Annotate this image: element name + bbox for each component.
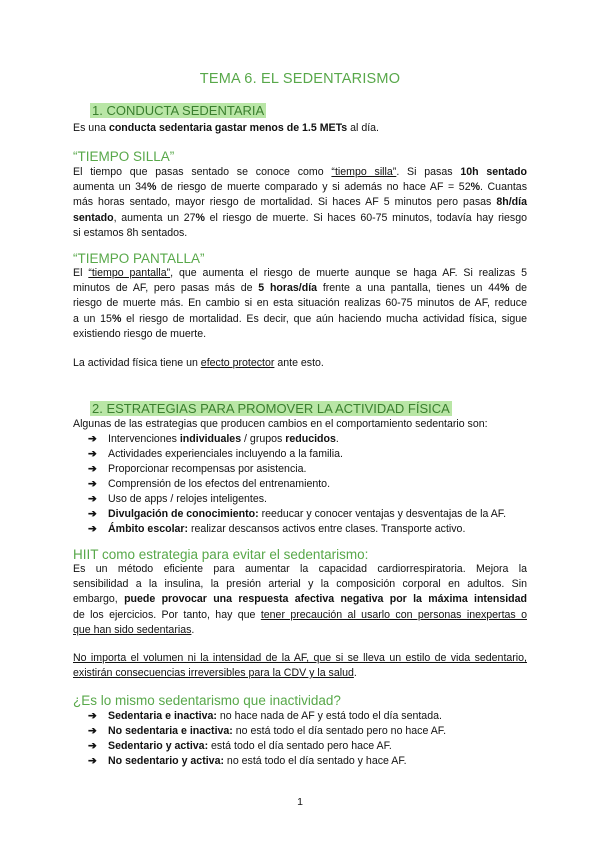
arrow-icon: ➔	[88, 493, 97, 505]
arrow-icon: ➔	[88, 755, 97, 767]
heading-tiempo-pantalla: “TIEMPO PANTALLA”	[73, 251, 205, 266]
arrow-icon: ➔	[88, 508, 97, 520]
section-heading-conducta-sedentaria	[90, 103, 266, 118]
tiempo-pantalla-paragraph: El “tiempo pantalla”, que aumenta el riesgo de muerte aunque se haga AF. Si realizas 5 minutos de AF, pero pasas más de 5 horas/día frente a una pantalla, tienes un 44% de riesgo de muerte más. En cambio si en esta situación realizas 60-75 minutos de AF, reduce a un 15% el riesgo de mortalidad. Es decir, que aún haciendo mucha actividad física, sigue existiendo riesgo de muerte.	[73, 267, 528, 340]
list-item: ➔ Comprensión de los efectos del entrenamiento.	[88, 478, 331, 490]
list-item: ➔ Uso de apps / relojes inteligentes.	[88, 493, 267, 505]
list-item: ➔ Ámbito escolar: realizar descansos activos entre clases. Transporte activo.	[88, 523, 466, 535]
arrow-icon: ➔	[88, 448, 97, 460]
estrategias-list	[88, 432, 506, 537]
arrow-icon: ➔	[88, 478, 97, 490]
page-number: 1	[297, 796, 303, 808]
efecto-protector-paragraph: La actividad física tiene un efecto protector ante esto.	[73, 357, 324, 369]
heading-hiit: HIIT como estrategia para evitar el sedentarismo:	[73, 547, 369, 562]
list-item: ➔ Intervenciones individuales / grupos reducidos.	[88, 433, 339, 445]
hiit-paragraph: Es un método eficiente para aumentar la capacidad cardiorrespiratoria. Mejora la sensibilidad a la insulina, la presión arterial y la composición corporal en adultos. Sin embargo, puede provocar una respuesta afectiva negativa por la máxima intensidad de los ejercicios. Por tanto, hay que tener precaución al usarlo con personas inexpertas o que han sido sedentarias.	[73, 563, 527, 636]
tiempo-silla-paragraph: El tiempo que pasas sentado se conoce como “tiempo silla”. Si pasas 10h sentado aumenta un 34% de riesgo de muerte comparado y si además no hace AF = 52%. Cuantas más horas sentado, mayor riesgo de mortalidad. Si haces AF 5 minutos pero pasas 8h/día sentado, aumenta un 27% el riesgo de muerte. Si haces 60-75 minutos, todavía hay riesgo si estamos 8h sentados.	[73, 166, 527, 239]
arrow-icon: ➔	[88, 740, 97, 752]
section-heading-estrategias	[90, 401, 452, 416]
conducta-sedentaria-paragraph: Es una conducta sedentaria gastar menos de 1.5 METs al día.	[73, 122, 379, 134]
heading-highlight: 2. ESTRATEGIAS PARA PROMOVER LA ACTIVIDAD FÍSICA	[92, 401, 450, 416]
estrategias-intro: Algunas de las estrategias que producen cambios en el comportamiento sedentario son:	[73, 418, 488, 430]
arrow-icon: ➔	[88, 710, 97, 722]
heading-tiempo-silla: “TIEMPO SILLA”	[73, 149, 175, 164]
list-item: ➔ Sedentaria e inactiva: no hace nada de AF y está todo el día sentada.	[88, 710, 442, 722]
list-item: ➔ Proporcionar recompensas por asistencia.	[88, 463, 307, 475]
heading-highlight: 1. CONDUCTA SEDENTARIA	[92, 103, 265, 118]
list-item: ➔ No sedentaria e inactiva: no está todo el día sentado pero no hace AF.	[88, 725, 447, 737]
page-title: TEMA 6. EL SEDENTARISMO	[199, 71, 401, 87]
arrow-icon: ➔	[88, 463, 97, 475]
arrow-icon: ➔	[88, 725, 97, 737]
list-item: ➔ Sedentario y activa: está todo el día sentado pero hace AF.	[88, 740, 392, 752]
list-item: ➔ Divulgación de conocimiento: reeducar y conocer ventajas y desventajas de la AF.	[88, 508, 507, 520]
list-item: ➔ Actividades experienciales incluyendo a la familia.	[88, 448, 343, 460]
hiit-note-paragraph: No importa el volumen ni la intensidad de la AF, que si se lleva un estilo de vida sedentario, existirán consecuencias irreversibles para la CDV y la salud.	[73, 652, 527, 680]
arrow-icon: ➔	[88, 523, 97, 535]
list-item: ➔ No sedentario y activa: no está todo el día sentado y hace AF.	[88, 755, 407, 767]
sedentarismo-list	[88, 709, 446, 769]
heading-sedentarismo-inactividad: ¿Es lo mismo sedentarismo que inactividad?	[73, 693, 341, 708]
arrow-icon: ➔	[88, 433, 97, 445]
